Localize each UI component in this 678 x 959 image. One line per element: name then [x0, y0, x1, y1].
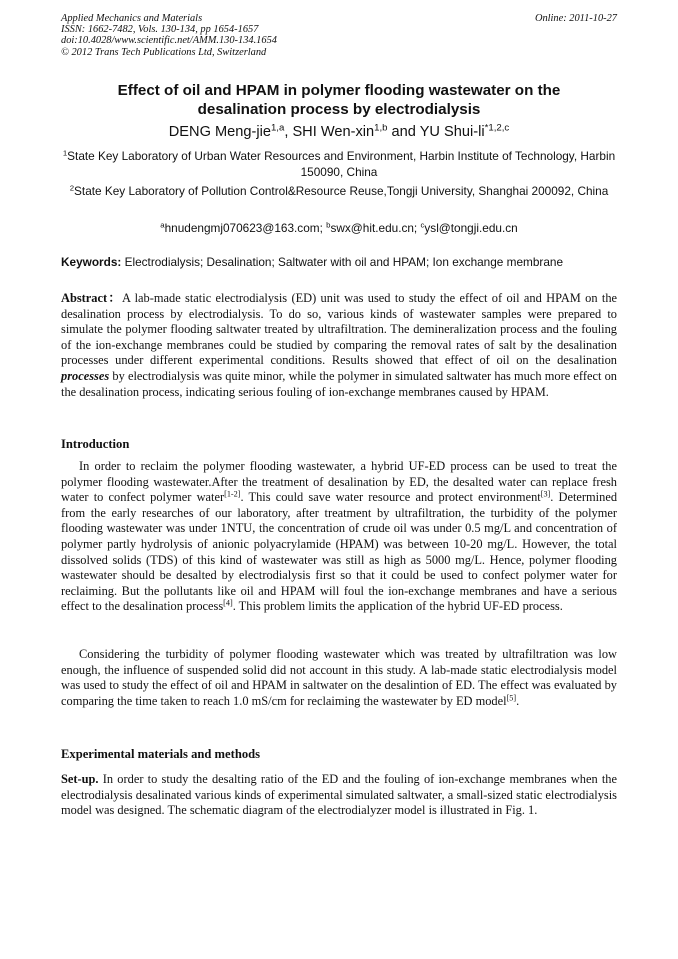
citation-ref[interactable]: [4] [223, 598, 233, 608]
abstract-colon: ： [107, 291, 122, 305]
paragraph-text: . This could save water resource and protect environment [240, 490, 541, 505]
affiliation-text: State Key Laboratory of Pollution Control&Resource Reuse,Tongji University, Shanghai 200092, China [74, 184, 609, 198]
abstract-emphasis: processes [61, 368, 110, 383]
setup-paragraph [61, 772, 617, 819]
author-name: SHI Wen-xin [292, 124, 375, 140]
author-list [61, 124, 617, 140]
affiliation-number: 1 [62, 148, 68, 158]
paragraph-text: . This problem limits the application of the hybrid UF-ED process. [232, 599, 563, 614]
intro-paragraph-1 [61, 459, 617, 615]
paragraph-text: In order to study the desalting ratio of the ED and the fouling of ion-exchange membranes when the electrodialysis desalinated various kinds of experimental simulated saltwater, a small-sized static electrodialysis model was designed. The schematic diagram of the electrodialyzer model is illustrated in Fig. 1. [61, 772, 617, 818]
section-heading-methods: Experimental materials and methods [61, 747, 261, 761]
journal-name: Applied Mechanics and Materials [61, 13, 203, 24]
author-affiliation-mark: 1,b [374, 122, 388, 134]
paragraph-text: . Determined from the early researches of our laboratory, after treatment by ultrafiltration, the turbidity of the polymer flooding wastewater was under 1NTU, the concentration of crude oil was under 0.5 mg/L and concentration of polymer partly hydrolysis of anionic polyacrylamide (HPAM) was between 10-20 mg/L. However, the total dissolved solids (TDS) of this kind of wastewater was still as high as 5000 mg/L. Hence, polymer flooding wastewater should be desalted by electrodialysis first so that it could be used to confect polymer water for reclaiming. But the pollutants like oil and HPAM will foul the ion-exchange membranes and have a serious effect to the desalination process [61, 490, 618, 614]
email-mark: a [160, 220, 165, 230]
setup-label: Set-up. [61, 772, 99, 786]
author-separator: and [387, 124, 420, 140]
keywords-label: Keywords: [61, 255, 122, 269]
email-address: hnudengmj070623@163.com; [164, 221, 327, 235]
email-address: ysl@tongji.edu.cn [424, 221, 518, 235]
citation-ref[interactable]: [5] [506, 693, 517, 703]
email-mark: b [326, 220, 331, 230]
author-affiliation-mark: 1,a [270, 122, 285, 134]
copyright-line: © 2012 Trans Tech Publications Ltd, Switzerland [61, 46, 267, 58]
doi-line: doi:10.4028/www.scientific.net/AMM.130-134.1654 [61, 35, 277, 47]
title-line-1: Effect of oil and HPAM in polymer flooding wastewater on the [117, 82, 561, 99]
affiliation-text: State Key Laboratory of Urban Water Resources and Environment, Harbin Institute of Technology, Harbin 150090, China [67, 149, 616, 179]
intro-paragraph-2 [61, 647, 617, 709]
abstract-text: A lab-made static electrodialysis (ED) unit was used to study the effect of oil and HPAM on the desalination process by electrodialysis. To do so, various kinds of wastewater samples were prepared to simulate the polymer flooding saltwater treated by ultrafiltration. The demineralization process and the fouling of the ion-exchange membranes could be studied by comparing the removal rates of salt by the desalination processes under different experimental conditions. Results showed that effect of oil on the desalination [61, 291, 618, 368]
author-name: YU Shui-li [419, 124, 485, 140]
author-affiliation-mark: *1,2,c [484, 122, 510, 134]
abstract-label: Abstract [61, 291, 108, 305]
keywords-text: Electrodialysis; Desalination; Saltwater with oil and HPAM; Ion exchange membrane [121, 255, 564, 269]
author-name: DENG Meng-jie [168, 124, 271, 140]
email-address: swx@hit.edu.cn; [330, 221, 421, 235]
affiliation-2 [61, 184, 617, 200]
section-heading-introduction: Introduction [61, 437, 130, 451]
affiliation-1 [61, 149, 617, 180]
author-separator: , [284, 124, 293, 140]
citation-ref[interactable]: [3] [540, 489, 551, 499]
title-line-2: desalination process by electrodialysis [197, 101, 481, 118]
abstract-text: by electrodialysis was quite minor, while the polymer in simulated saltwater has much more effect on the desalination process, indicating serious fouling of ion-exchange membranes caused by HPAM. [61, 368, 617, 399]
author-emails [61, 221, 617, 235]
paragraph-text: Considering the turbidity of polymer flooding wastewater which was treated by ultrafiltration was low enough, the influence of suspended solid did not account in this study. A lab-made static electrodialysis model was used to study the effect of oil and HPAM in saltwater on the desalintion of ED. The effect was evaluated by comparing the time taken to reach 1.0 mS/cm for reclaiming the wastewater by ED model [61, 647, 617, 708]
keywords-line [61, 255, 617, 269]
paragraph-text: . [516, 693, 520, 708]
abstract-paragraph [61, 291, 617, 400]
affiliation-number: 2 [69, 183, 75, 193]
online-date: Online: 2011-10-27 [534, 13, 617, 24]
issn-line: ISSN: 1662-7482, Vols. 130-134, pp 1654-1657 [61, 24, 259, 36]
email-mark: c [420, 220, 425, 230]
paragraph-text: In order to reclaim the polymer flooding wastewater, a hybrid UF-ED process can be used to treat the polymer flooding wastewater.After the treatment of desalination by ED, the desalted water can replace fresh water to confect polymer water [61, 459, 617, 505]
citation-ref[interactable]: [1-2] [224, 489, 241, 499]
paper-title [61, 81, 617, 119]
journal-header [61, 13, 617, 58]
